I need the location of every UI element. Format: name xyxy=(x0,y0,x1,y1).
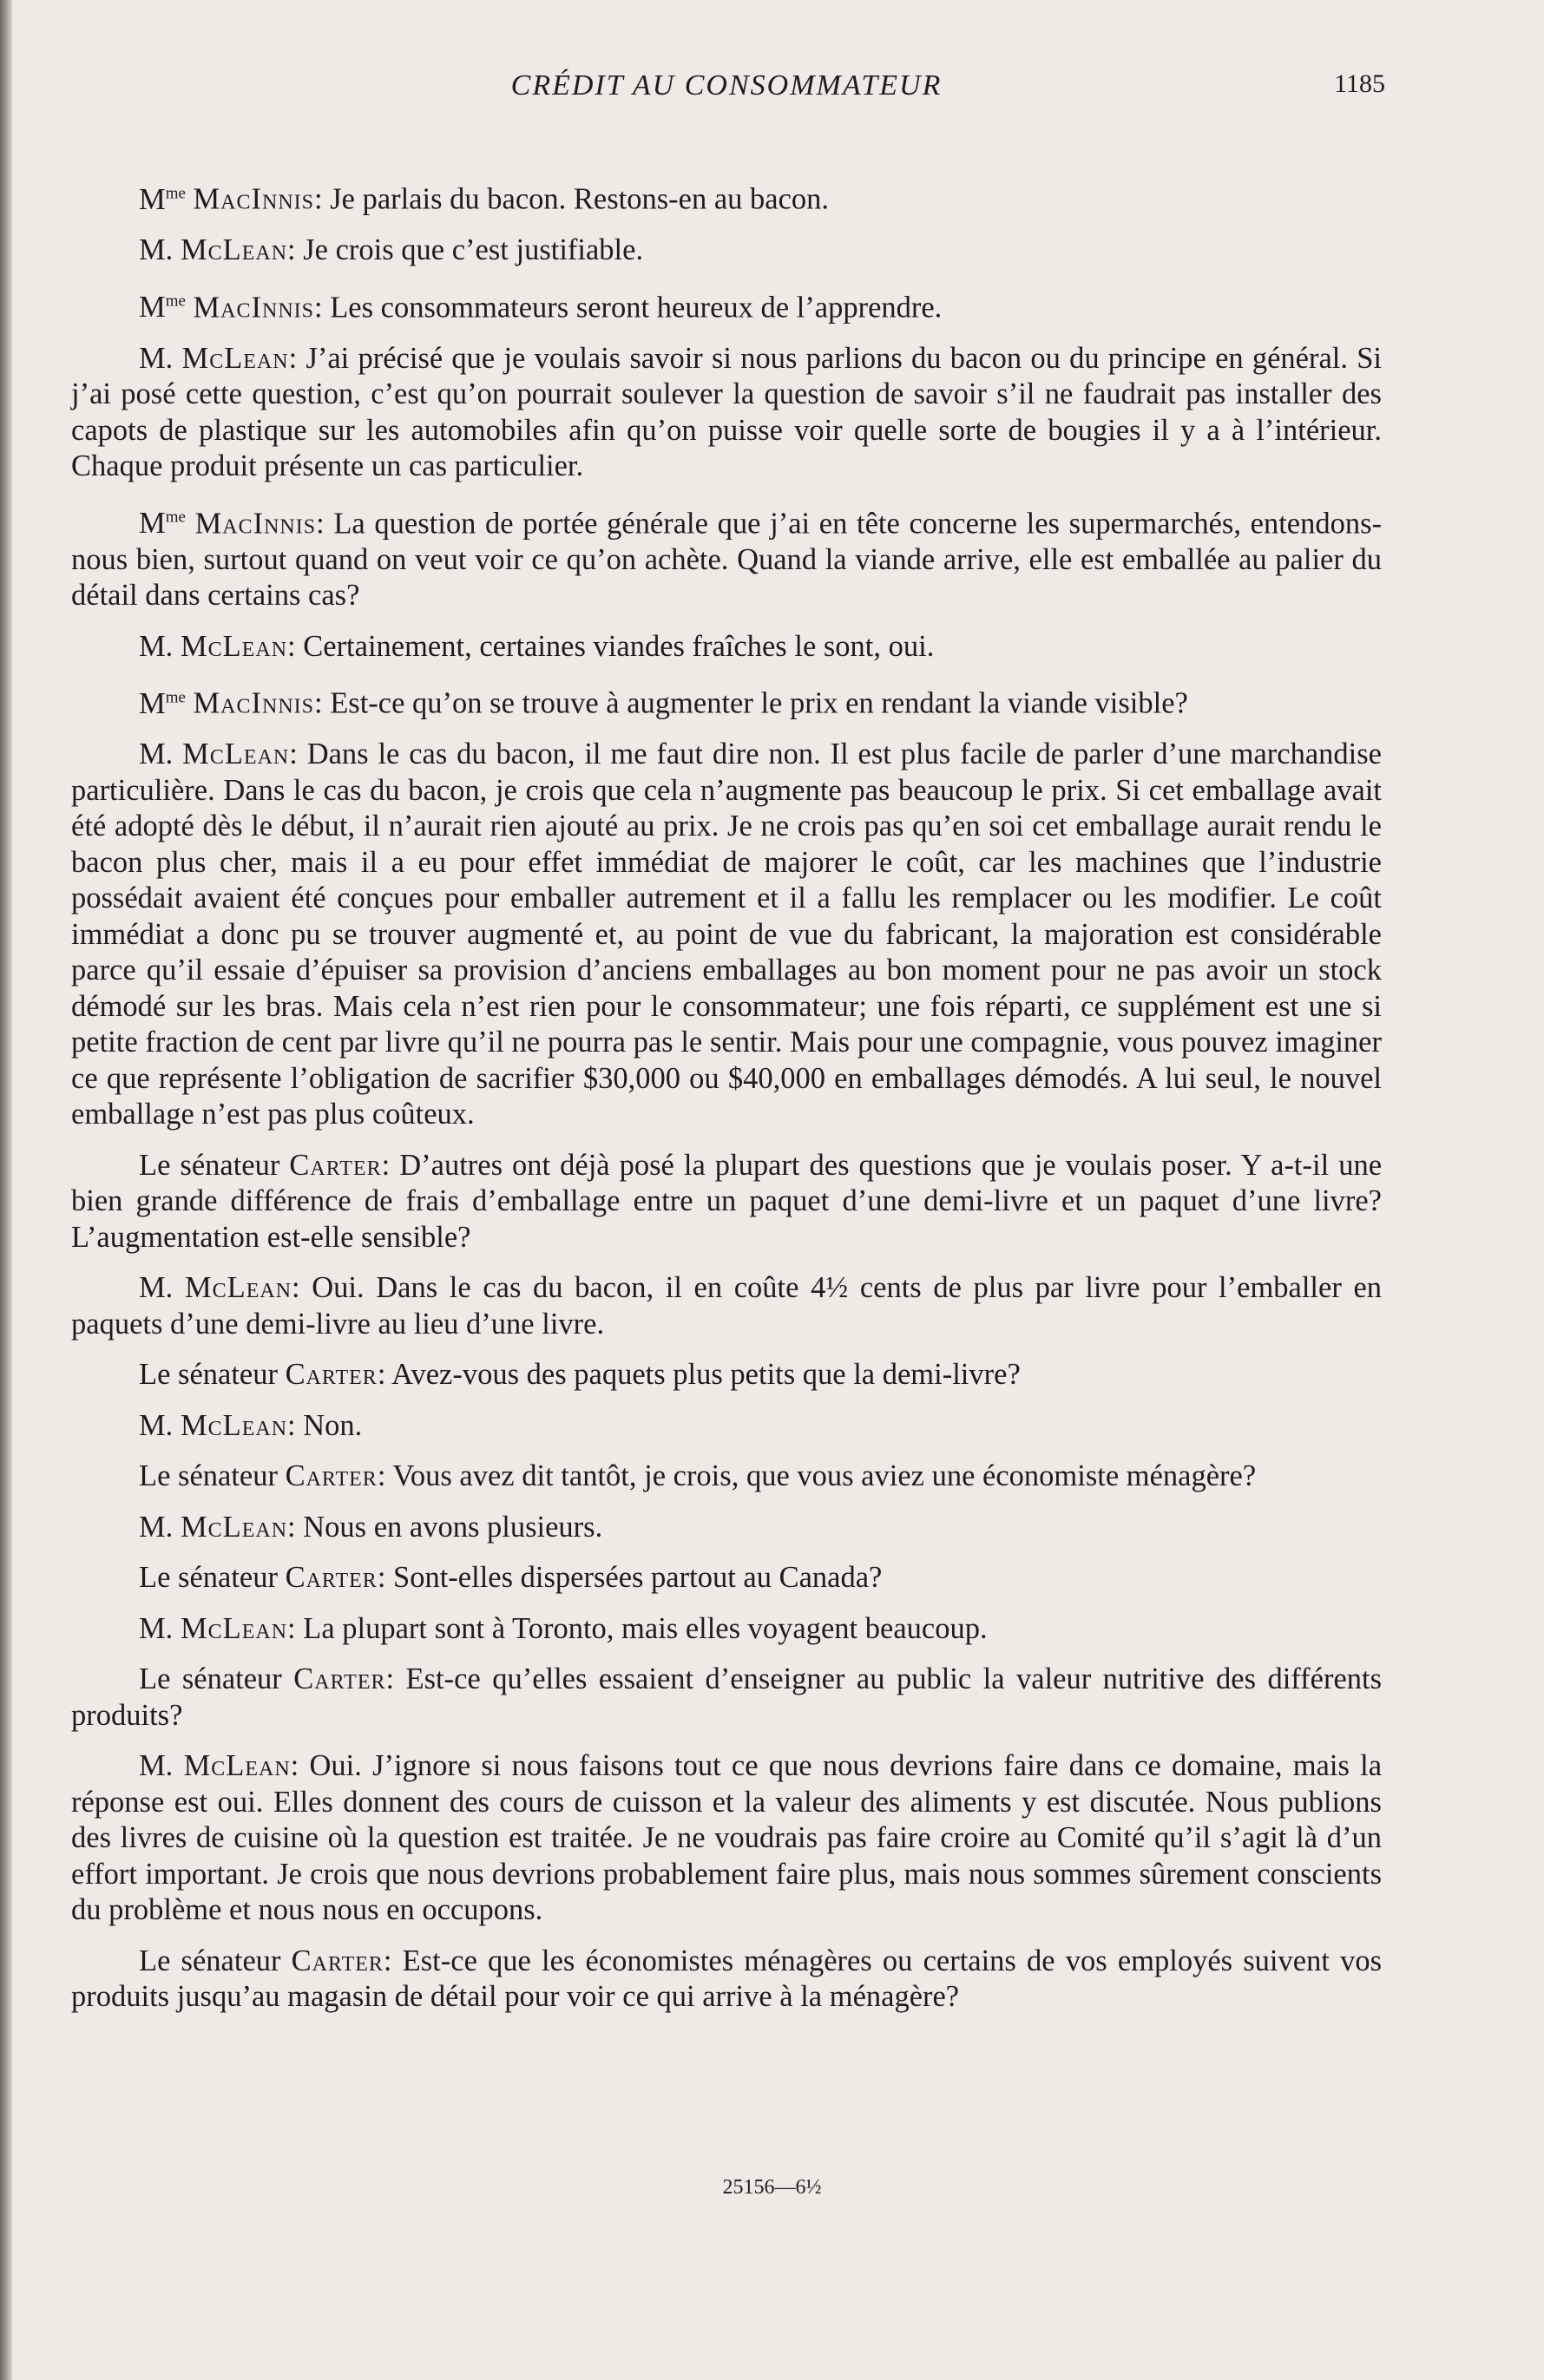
speaker-name: Carter xyxy=(285,1561,378,1594)
speech-text: : Vous avez dit tantôt, je crois, que vous aviez une économiste ménagère? xyxy=(377,1459,1257,1492)
running-header xyxy=(71,69,1385,121)
speaker-prefix: M. xyxy=(139,629,174,663)
speaker-prefix: Le sénateur xyxy=(139,1459,278,1492)
speaker-name: Carter xyxy=(289,1148,382,1182)
speaker-prefix: M. xyxy=(139,738,174,770)
speaker-prefix: M. xyxy=(139,233,174,266)
speech-text: : Je parlais du bacon. Restons-en au bacon. xyxy=(314,182,830,216)
transcript-paragraph xyxy=(71,175,1382,218)
speaker-name: McLean xyxy=(180,1408,288,1442)
speaker-prefix: Le sénateur xyxy=(139,1561,278,1594)
transcript-paragraph xyxy=(71,1510,1382,1546)
speaker-name: McLean xyxy=(181,341,289,375)
speaker-prefix: M. xyxy=(139,1271,174,1304)
speech-text: : Les consommateurs seront heureux de l’apprendre. xyxy=(314,291,943,324)
transcript-body xyxy=(71,175,1382,2016)
transcript-paragraph xyxy=(71,629,1382,665)
document-page xyxy=(71,69,1385,2030)
speech-text: : Dans le cas du bacon, il me faut dire non. Il est plus facile de parler d’une marchandise particulière. Dans le cas du bacon, je crois que cela n’augmente pas beaucoup le prix. Si cet emballage avait été adopté dès le début, il n’aurait rien ajouté au prix. Je ne crois pas qu’en soi cet emballage aurait rendu le bacon plus cher, mais il a eu pour effet immédiat de majorer le coût, car les machines que l’industrie possédait avaient été conçues pour emballer autrement et il a fallu les remplacer ou les modifier. Le coût immédiat a donc pu se trouver augmenté et, au point de vue du fabricant, la majoration est considérable parce qu’il essaie d’épuiser sa provision d’anciens emballages au bon moment pour ne pas avoir un stock démodé sur les bras. Mais cela n’est rien pour le consommateur; une fois réparti, ce supplément est une si petite fraction de cent par livre qu’il ne pourra pas le sentir. Mais pour une compagnie, vous pouvez imaginer ce que représente l’obligation de sacrifier $30,000 ou $40,000 en emballages démodés. A lui seul, le nouvel emballage n’est pas plus coûteux. xyxy=(71,738,1382,1131)
transcript-paragraph xyxy=(71,1944,1382,2016)
speaker-prefix: $M^{me}$ xyxy=(139,291,186,324)
speaker-name: McLean xyxy=(180,629,288,663)
speech-text: : D’autres ont déjà posé la plupart des questions que je voulais poser. Y a-t-il une bien grande différence de frais d’emballage entre un paquet d’une demi-livre et un paquet d’une livre? L’augmentation est-elle sensible? xyxy=(71,1148,1383,1254)
transcript-paragraph xyxy=(71,233,1382,269)
speaker-prefix: Le sénateur xyxy=(139,1148,280,1182)
speaker-prefix: Le sénateur xyxy=(139,1662,282,1695)
transcript-paragraph xyxy=(71,1408,1382,1445)
speaker-name: MacInnis xyxy=(193,291,315,324)
speaker-name: Carter xyxy=(285,1459,378,1492)
speech-text: : Avez-vous des paquets plus petits que la demi-livre? xyxy=(377,1358,1021,1391)
transcript-paragraph xyxy=(71,1748,1382,1929)
transcript-paragraph xyxy=(71,1611,1382,1648)
speaker-prefix: $M^{me}$ xyxy=(139,182,186,216)
speech-text: : La plupart sont à Toronto, mais elles voyagent beaucoup. xyxy=(287,1611,988,1645)
speaker-name: Carter xyxy=(293,1662,386,1695)
speaker-name: Carter xyxy=(285,1358,378,1391)
transcript-paragraph xyxy=(71,1148,1382,1256)
transcript-paragraph xyxy=(71,679,1382,722)
speaker-name: MacInnis xyxy=(193,182,315,216)
speech-text: : Certainement, certaines viandes fraîches le sont, oui. xyxy=(287,629,935,663)
speaker-prefix: M. xyxy=(139,341,174,375)
book-binding-edge xyxy=(0,0,12,2380)
transcript-paragraph xyxy=(71,737,1382,1133)
transcript-paragraph xyxy=(71,1662,1382,1734)
speaker-name: McLean xyxy=(180,233,288,266)
transcript-paragraph xyxy=(71,341,1382,485)
speaker-prefix: M. xyxy=(139,1611,174,1645)
transcript-paragraph xyxy=(71,1357,1382,1393)
speaker-name: McLean xyxy=(180,1611,288,1645)
speech-text: : Est-ce qu’elles essaient d’enseigner au public la valeur nutritive des différents produits? xyxy=(71,1662,1383,1732)
transcript-paragraph xyxy=(71,1560,1382,1597)
speaker-name: Carter xyxy=(291,1944,384,1977)
speech-text: : Oui. J’ignore si nous faisons tout ce que nous devrions faire dans ce domaine, mais la réponse est oui. Elles donnent des cours de cuisson et la valeur des aliments y est discutée. Nous publions des livres de cuisine où la question est traitée. Je ne voudrais pas faire croire au Comité qu’il s’agit là d’un effort important. Je crois que nous devrions probablement faire plus, mais nous sommes sûrement conscients du problème et nous nous en occupons. xyxy=(71,1749,1383,1926)
speech-text: : Est-ce qu’on se trouve à augmenter le prix en rendant la viande visible? xyxy=(314,686,1188,720)
speech-text: : Je crois que c’est justifiable. xyxy=(287,233,644,266)
transcript-paragraph xyxy=(71,500,1382,614)
speech-text: : La question de portée générale que j’ai en tête concerne les supermarchés, entendons-nous bien, surtout quand on veut voir ce qu’on achète. Quand la viande arrive, elle est emballée au palier du détail dans certains cas? xyxy=(71,507,1383,612)
speech-text: : Est-ce que les économistes ménagères ou certains de vos employés suivent vos produits jusqu’au magasin de détail pour voir ce qui arrive à la ménagère? xyxy=(71,1944,1382,2013)
running-title: CRÉDIT AU CONSOMMATEUR xyxy=(510,69,943,102)
speaker-name: McLean xyxy=(184,1271,292,1304)
speaker-name: McLean xyxy=(182,738,290,770)
printer-signature: 25156—6½ xyxy=(722,2176,822,2199)
speech-text: : J’ai précisé que je voulais savoir si nous parlions du bacon ou du principe en général. Si j’ai posé cette question, c’est qu’on pourrait soulever la question de savoir s’il ne faudrait pas installer des capots de plastique sur les automobiles afin qu’on puisse voir quelle sorte de bougies il y a à l’intérieur. Chaque produit présente un cas particulier. xyxy=(71,341,1382,482)
speaker-prefix: M. xyxy=(139,1408,174,1442)
speaker-prefix: $M^{me}$ xyxy=(139,507,186,540)
speaker-prefix: $M^{me}$ xyxy=(139,686,186,720)
speaker-prefix: Le sénateur xyxy=(139,1944,281,1977)
speaker-name: McLean xyxy=(180,1510,288,1544)
speech-text: : Nous en avons plusieurs. xyxy=(287,1510,603,1544)
speech-text: : Sont-elles dispersées partout au Canada? xyxy=(377,1561,883,1594)
speaker-name: MacInnis xyxy=(194,507,317,540)
transcript-paragraph xyxy=(71,1459,1382,1495)
transcript-paragraph xyxy=(71,284,1382,326)
speaker-prefix: M. xyxy=(139,1510,174,1544)
speaker-prefix: M. xyxy=(139,1749,174,1782)
speaker-prefix: Le sénateur xyxy=(139,1358,278,1391)
page-number: 1185 xyxy=(1334,69,1385,98)
speaker-name: McLean xyxy=(183,1749,291,1782)
speech-text: : Oui. Dans le cas du bacon, il en coûte 4½ cents de plus par livre pour l’emballer en paquets d’une demi-livre au lieu d’une livre. xyxy=(71,1271,1383,1341)
speech-text: : Non. xyxy=(287,1408,363,1442)
speaker-name: MacInnis xyxy=(193,686,315,720)
transcript-paragraph xyxy=(71,1270,1382,1342)
